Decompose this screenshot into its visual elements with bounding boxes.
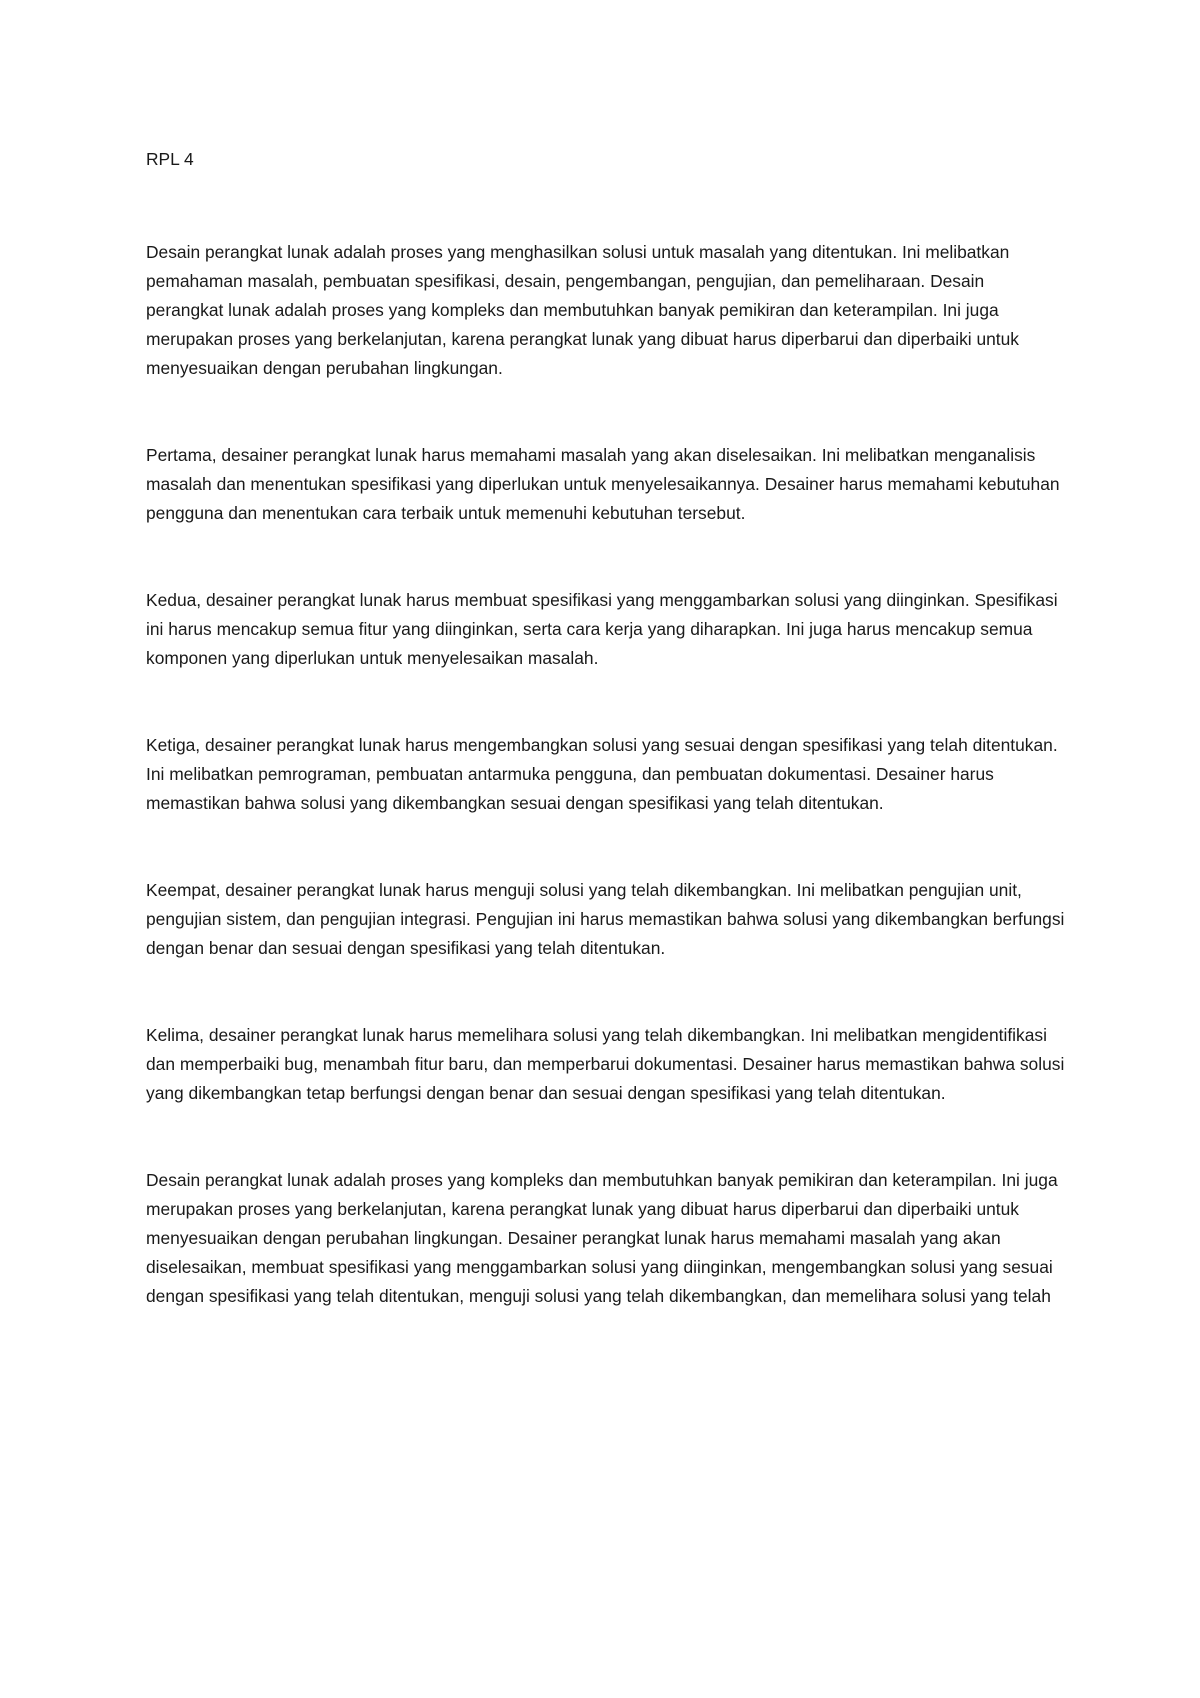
document-body	[146, 145, 1066, 1311]
paragraph-conclusion: Desain perangkat lunak adalah proses yang kompleks dan membutuhkan banyak pemikiran dan keterampilan. Ini juga merupakan proses yang berkelanjutan, karena perangkat lunak yang dibuat harus diperbarui dan diperbaiki untuk menyesuaikan dengan perubahan lingkungan. Desainer perangkat lunak harus memahami masalah yang akan diselesaikan, membuat spesifikasi yang menggambarkan solusi yang diinginkan, mengembangkan solusi yang sesuai dengan spesifikasi yang telah ditentukan, menguji solusi yang telah dikembangkan, dan memelihara solusi yang telah	[146, 1170, 1058, 1306]
paragraph-first-step: Pertama, desainer perangkat lunak harus memahami masalah yang akan diselesaikan. Ini melibatkan menganalisis masalah dan menentukan spesifikasi yang diperlukan untuk menyelesaikannya. Desainer harus memahami kebutuhan pengguna dan menentukan cara terbaik untuk memenuhi kebutuhan tersebut.	[146, 445, 1060, 523]
document-title: RPL 4	[146, 149, 194, 169]
spacer	[146, 383, 1066, 441]
spacer	[146, 528, 1066, 586]
paragraph-fifth-step: Kelima, desainer perangkat lunak harus memelihara solusi yang telah dikembangkan. Ini melibatkan mengidentifikasi dan memperbaiki bug, menambah fitur baru, dan memperbarui dokumentasi. Desainer harus memastikan bahwa solusi yang dikembangkan tetap berfungsi dengan benar dan sesuai dengan spesifikasi yang telah ditentukan.	[146, 1025, 1065, 1103]
paragraph-fourth-step: Keempat, desainer perangkat lunak harus menguji solusi yang telah dikembangkan. Ini melibatkan pengujian unit, pengujian sistem, dan pengujian integrasi. Pengujian ini harus memastikan bahwa solusi yang dikembangkan berfungsi dengan benar dan sesuai dengan spesifikasi yang telah ditentukan.	[146, 880, 1065, 958]
spacer	[146, 174, 1066, 238]
paragraph-intro: Desain perangkat lunak adalah proses yang menghasilkan solusi untuk masalah yang ditentukan. Ini melibatkan pemahaman masalah, pembuatan spesifikasi, desain, pengembangan, pengujian, dan pemeliharaan. Desain perangkat lunak adalah proses yang kompleks dan membutuhkan banyak pemikiran dan keterampilan. Ini juga merupakan proses yang berkelanjutan, karena perangkat lunak yang dibuat harus diperbarui dan diperbaiki untuk menyesuaikan dengan perubahan lingkungan.	[146, 242, 1020, 378]
spacer	[146, 818, 1066, 876]
spacer	[146, 1108, 1066, 1166]
paragraph-second-step: Kedua, desainer perangkat lunak harus membuat spesifikasi yang menggambarkan solusi yang diinginkan. Spesifikasi ini harus mencakup semua fitur yang diinginkan, serta cara kerja yang diharapkan. Ini juga harus mencakup semua komponen yang diperlukan untuk menyelesaikan masalah.	[146, 590, 1058, 668]
spacer	[146, 673, 1066, 731]
spacer	[146, 963, 1066, 1021]
paragraph-third-step: Ketiga, desainer perangkat lunak harus mengembangkan solusi yang sesuai dengan spesifikasi yang telah ditentukan. Ini melibatkan pemrograman, pembuatan antarmuka pengguna, dan pembuatan dokumentasi. Desainer harus memastikan bahwa solusi yang dikembangkan sesuai dengan spesifikasi yang telah ditentukan.	[146, 735, 1058, 813]
